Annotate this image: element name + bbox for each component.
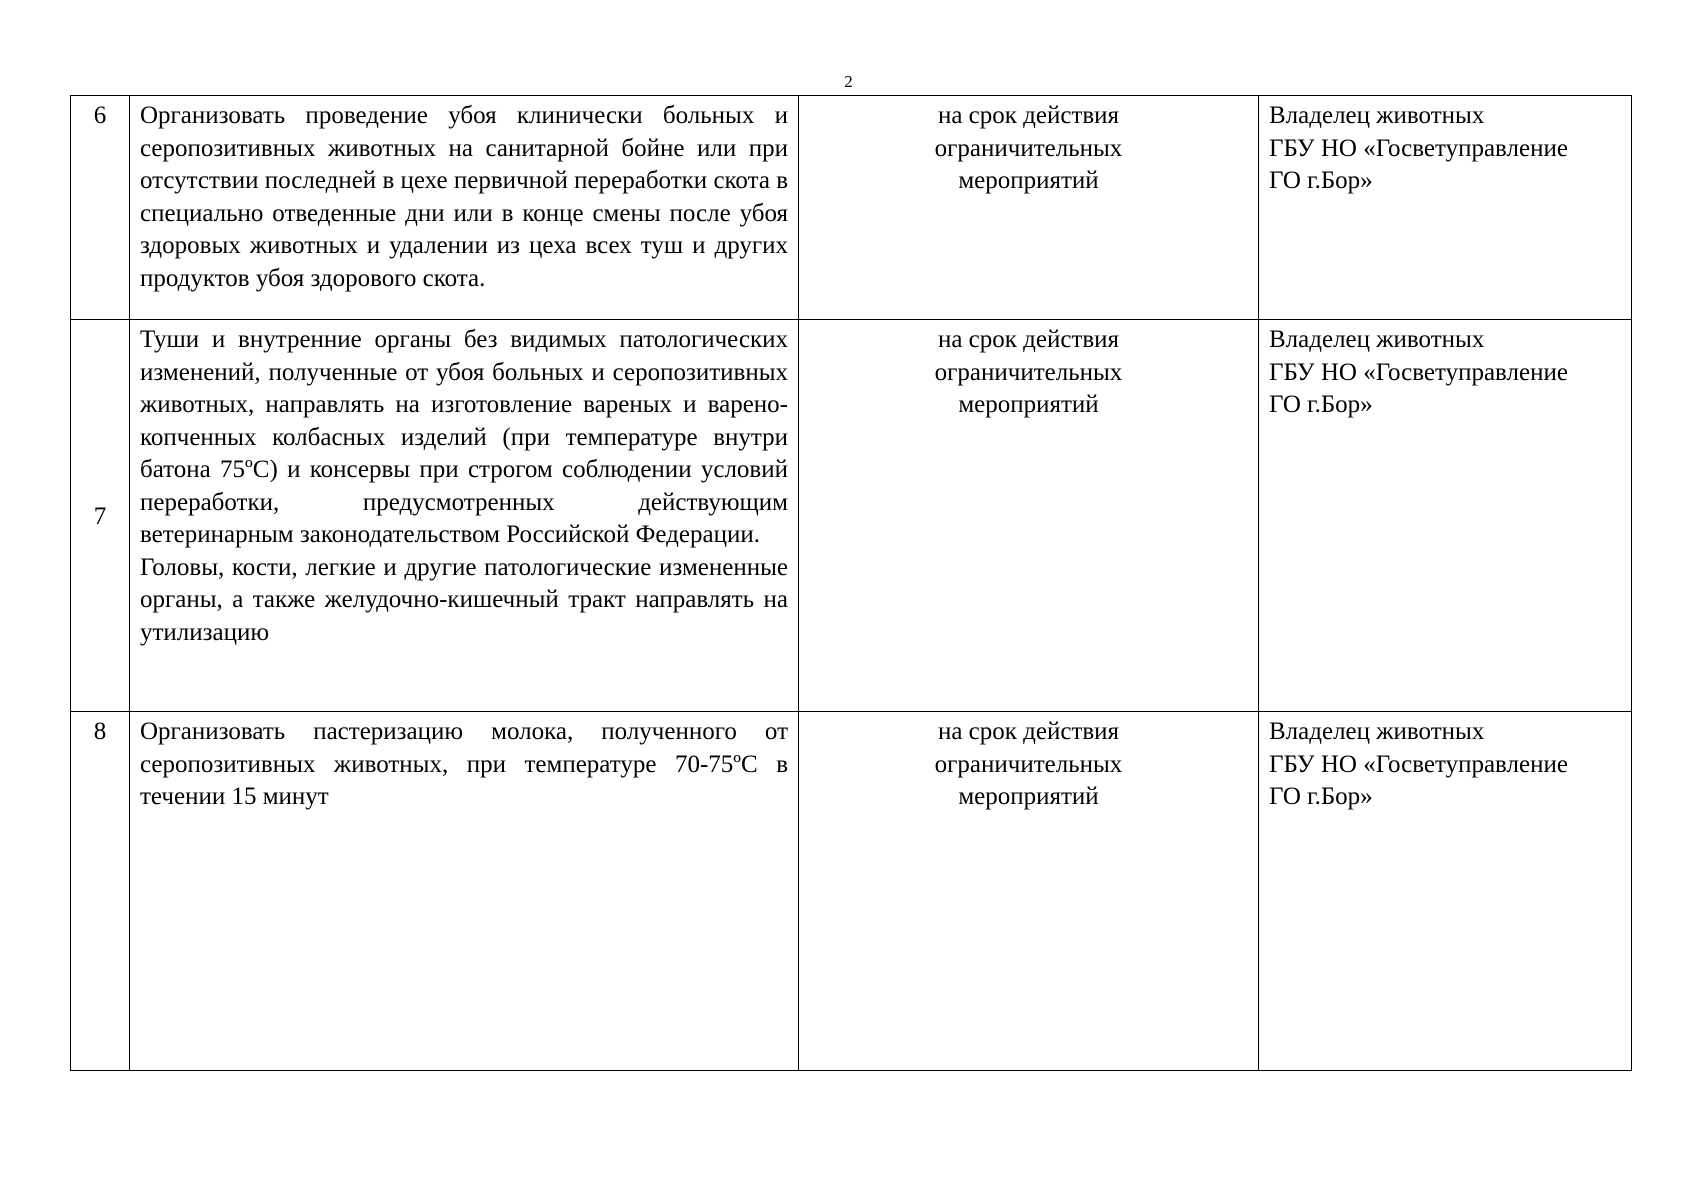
table-row [71,712,1632,1071]
responsible-cell [1259,320,1632,712]
term-line: на срок действия [937,102,1120,129]
term-line: ограничительных [934,134,1123,162]
responsible-line: ГО г.Бор» [1269,167,1373,194]
term-cell [799,96,1259,320]
responsible-line: Владелец животных [1269,102,1485,129]
responsible-cell [1259,712,1632,1071]
table-row [71,320,1632,712]
action-paragraph: Организовать проведение убоя клинически больных и серопозитивных животных на санитарной бойне или при отсутствии последней в цехе первичной переработки скота в специально отведенные дни или в конце смены после убоя здоровых животных и удалении из цеха всех туш и других продуктов убоя здорового скота. [140,102,788,292]
action-cell [130,96,799,320]
term-cell [799,320,1259,712]
responsible-line: Владелец животных [1269,326,1485,353]
term-cell [799,712,1259,1071]
responsible-line: ГО г.Бор» [1269,391,1373,418]
action-paragraph: Головы, кости, легкие и другие патологические измененные органы, а также желудочно-кишечный тракт направлять на утилизацию [140,553,788,646]
term-line: мероприятий [958,391,1099,418]
responsible-line: Владелец животных [1269,718,1485,745]
row-number: 7 [71,320,130,712]
action-cell [130,712,799,1071]
term-line: мероприятий [958,783,1099,810]
page-number: 2 [844,72,853,91]
responsible-line: ГБУ НО «Госветуправление [1269,358,1568,386]
measures-table [70,95,1632,1071]
action-cell [130,320,799,712]
row-number: 8 [71,712,130,1071]
action-paragraph: Туши и внутренние органы без видимых патологических изменений, полученные от убоя больных и серопозитивных животных, направлять на изготовление вареных и варено-копченных колбасных изделий (при температуре внутри батона 75ºС) и консервы при строгом соблюдении условий переработки, предусмотренных действующим ветеринарным законодательством Российской Федерации. [140,326,788,548]
action-paragraph: Организовать пастеризацию молока, полученного от серопозитивных животных, при температуре 70-75ºС в течении 15 минут [140,718,788,810]
responsible-cell [1259,96,1632,320]
term-line: ограничительных [934,358,1123,386]
term-line: мероприятий [958,167,1099,194]
responsible-line: ГБУ НО «Госветуправление [1269,134,1568,162]
term-line: на срок действия [937,326,1120,353]
responsible-line: ГО г.Бор» [1269,783,1373,810]
responsible-line: ГБУ НО «Госветуправление [1269,750,1568,778]
table-row [71,96,1632,320]
row-number: 6 [71,96,130,320]
term-line: ограничительных [934,750,1123,778]
term-line: на срок действия [937,718,1120,745]
